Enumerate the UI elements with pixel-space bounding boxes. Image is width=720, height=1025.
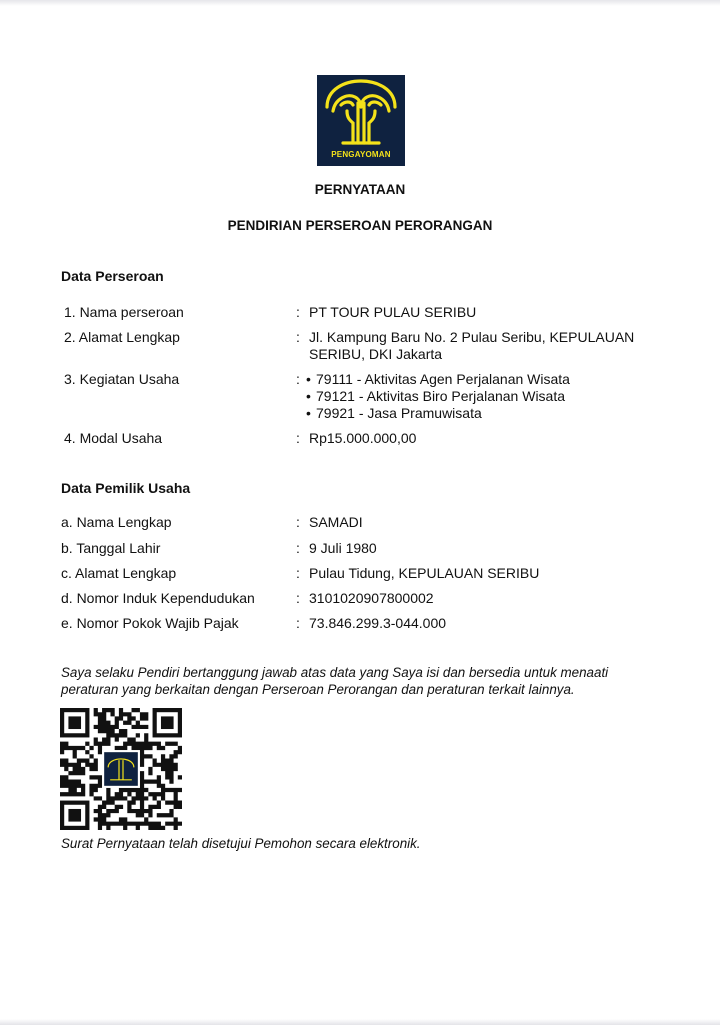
section-heading-perseroan: Data Perseroan bbox=[61, 268, 164, 284]
list-item bbox=[306, 371, 666, 388]
document-subtitle: PENDIRIAN PERSEROAN PERORANGAN bbox=[227, 218, 493, 233]
field-colon: : bbox=[296, 615, 300, 631]
field-value: Pulau Tidung, KEPULAUAN SERIBU bbox=[309, 565, 540, 581]
field-label: d. Nomor Induk Kependudukan bbox=[61, 590, 255, 606]
field-label: a. Nama Lengkap bbox=[61, 514, 172, 530]
field-label: 2. Alamat Lengkap bbox=[64, 329, 180, 345]
list-item-text: 79921 - Jasa Pramuwisata bbox=[316, 405, 482, 421]
qr-finder-pattern bbox=[153, 708, 182, 737]
field-label: 1. Nama perseroan bbox=[64, 304, 184, 320]
bullet-icon: • bbox=[306, 405, 311, 421]
field-colon: : bbox=[296, 565, 300, 581]
list-item-text: 79121 - Aktivitas Biro Perjalanan Wisata bbox=[316, 388, 566, 404]
list-item bbox=[306, 388, 666, 405]
field-colon: : bbox=[296, 590, 300, 606]
document-title: PERNYATAAN bbox=[314, 182, 406, 197]
field-value: 9 Juli 1980 bbox=[309, 540, 377, 556]
field-colon: : bbox=[296, 430, 300, 446]
pengayoman-logo bbox=[317, 75, 405, 166]
field-label: 3. Kegiatan Usaha bbox=[64, 371, 180, 387]
field-label: 4. Modal Usaha bbox=[64, 430, 163, 446]
bullet-icon: • bbox=[306, 388, 311, 404]
bullet-icon: • bbox=[306, 371, 311, 387]
page-top-edge bbox=[0, 0, 720, 6]
field-value bbox=[306, 371, 666, 422]
qr-finder-pattern bbox=[60, 708, 89, 737]
field-value: 3101020907800002 bbox=[309, 590, 434, 606]
field-colon: : bbox=[296, 514, 300, 530]
field-label: c. Alamat Lengkap bbox=[61, 565, 177, 581]
field-colon: : bbox=[296, 540, 300, 556]
footer-note: Surat Pernyataan telah disetujui Pemohon secara elektronik. bbox=[61, 836, 421, 851]
declaration-statement: Saya selaku Pendiri bertanggung jawab atas data yang Saya isi dan bersedia untuk menaati peraturan yang berkaitan dengan Perseroan Perorangan dan peraturan terkait lainnya. bbox=[61, 665, 609, 697]
list-item bbox=[306, 405, 666, 422]
field-value: 73.846.299.3-044.000 bbox=[309, 615, 447, 631]
field-colon: : bbox=[296, 371, 300, 387]
field-value: SAMADI bbox=[309, 514, 363, 530]
field-value: Rp15.000.000,00 bbox=[309, 430, 417, 446]
field-value: PT TOUR PULAU SERIBU bbox=[309, 304, 477, 320]
qr-finder-pattern bbox=[60, 801, 89, 830]
field-label: e. Nomor Pokok Wajib Pajak bbox=[61, 615, 239, 631]
page-bottom-edge bbox=[0, 1019, 720, 1025]
field-colon: : bbox=[296, 329, 300, 345]
qr-center-logo-icon bbox=[104, 752, 138, 786]
field-label: b. Tanggal Lahir bbox=[61, 540, 161, 556]
field-colon: : bbox=[296, 304, 300, 320]
field-value: Jl. Kampung Baru No. 2 Pulau Seribu, KEPULAUAN SERIBU, DKI Jakarta bbox=[309, 329, 635, 362]
section-heading-pemilik: Data Pemilik Usaha bbox=[61, 480, 191, 496]
list-item-text: 79111 - Aktivitas Agen Perjalanan Wisata bbox=[316, 371, 570, 387]
logo-text: PENGAYOMAN bbox=[331, 150, 391, 159]
qr-code-icon bbox=[60, 708, 182, 830]
kegiatan-list bbox=[306, 371, 666, 422]
